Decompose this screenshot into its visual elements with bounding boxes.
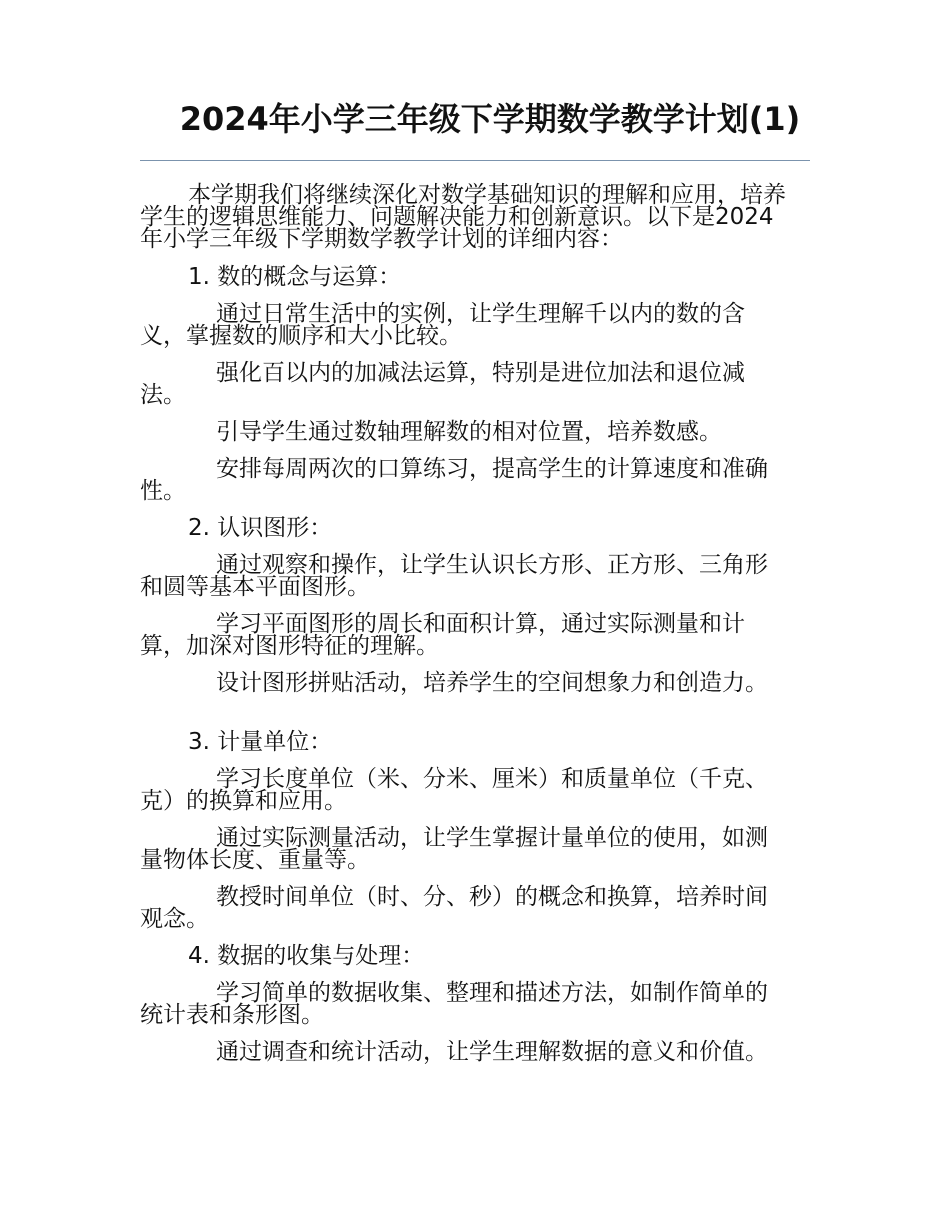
section-2-item-1: 通过观察和操作，让学生认识长方形、正方形、三角形和圆等基本平面图形。: [140, 552, 768, 600]
section-4-item-2: 通过调查和统计活动，让学生理解数据的意义和价值。: [216, 1039, 768, 1065]
section-heading-1: 1. 数的概念与运算：: [188, 264, 402, 290]
section-3-item-1: 学习长度单位（米、分米、厘米）和质量单位（千克、克）的换算和应用。: [140, 766, 768, 814]
section-2-item-2: 学习平面图形的周长和面积计算，通过实际测量和计算，加深对图形特征的理解。: [140, 611, 745, 659]
section-2-item-3: 设计图形拼贴活动，培养学生的空间想象力和创造力。: [216, 670, 768, 696]
section-heading-4: 4. 数据的收集与处理：: [188, 943, 425, 969]
section-1-item-3: 引导学生通过数轴理解数的相对位置，培养数感。: [216, 419, 722, 445]
section-4-item-1: 学习简单的数据收集、整理和描述方法，如制作简单的统计表和条形图。: [140, 980, 768, 1028]
intro-paragraph: 本学期我们将继续深化对数学基础知识的理解和应用，培养学生的逻辑思维能力、问题解决能力和创新意识。以下是2024年小学三年级下学期数学教学计划的详细内容：: [140, 182, 786, 252]
section-1-item-1: 通过日常生活中的实例，让学生理解千以内的数的含义，掌握数的顺序和大小比较。: [140, 301, 745, 349]
section-1-item-4: 安排每周两次的口算练习，提高学生的计算速度和准确性。: [140, 456, 768, 504]
section-heading-2: 2. 认识图形：: [188, 515, 333, 541]
section-3-item-2: 通过实际测量活动，让学生掌握计量单位的使用，如测量物体长度、重量等。: [140, 825, 768, 873]
section-heading-3: 3. 计量单位：: [188, 729, 333, 755]
section-3-item-3: 教授时间单位（时、分、秒）的概念和换算，培养时间观念。: [140, 884, 768, 932]
page-title: 2024年小学三年级下学期数学教学计划(1): [179, 100, 801, 138]
section-1-item-2: 强化百以内的加减法运算，特别是进位加法和退位减法。: [140, 360, 745, 408]
title-divider: [140, 160, 810, 161]
